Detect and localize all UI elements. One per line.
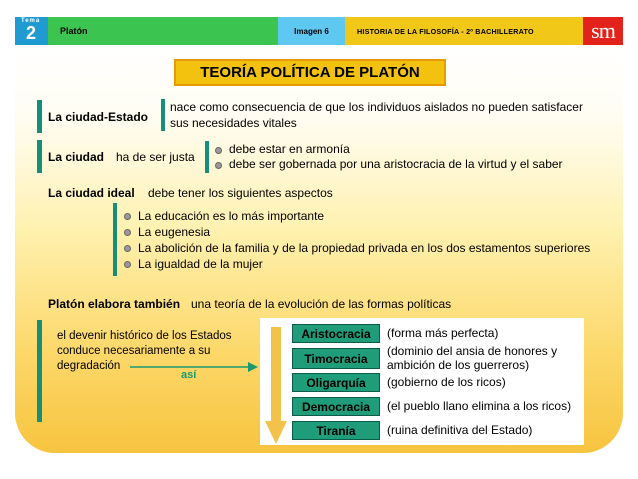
ciudad-ideal-connector: debe tener los siguientes aspectos — [148, 186, 333, 200]
ciudad-estado-label: La ciudad-Estado — [48, 110, 149, 124]
ciudad-ideal-point-1: La educación es lo más importante — [138, 209, 325, 223]
accent-bar — [37, 140, 42, 173]
tema-badge — [15, 17, 48, 45]
page-title: TEORÍA POLÍTICA DE PLATÓN — [174, 59, 446, 86]
stage-desc: (gobierno de los ricos) — [387, 375, 506, 389]
sm-logo: sm — [583, 17, 623, 45]
down-arrow-icon — [265, 327, 287, 445]
devenir-line-3: degradación — [57, 360, 121, 372]
bullet-icon — [124, 229, 131, 236]
stage-tirania: Tiranía — [292, 421, 380, 440]
accent-bar — [37, 100, 42, 133]
ciudad-ideal-point-2: La eugenesia — [138, 225, 211, 239]
bullet-icon — [215, 147, 222, 154]
header-imagen: Imagen 6 — [278, 17, 345, 45]
bullet-icon — [124, 261, 131, 268]
stage-desc: (el pueblo llano elimina a los ricos) — [387, 399, 572, 413]
stage-timocracia: Timocracia — [292, 348, 380, 369]
bullet-icon — [124, 245, 131, 252]
tema-label: Tema — [21, 18, 41, 24]
bullet-icon — [124, 213, 131, 220]
accent-bar — [205, 141, 209, 173]
tema-number: 2 — [26, 23, 37, 43]
evolucion-connector: una teoría de la evolución de las formas políticas — [191, 297, 452, 311]
ciudad-ideal-label: La ciudad ideal — [48, 186, 135, 200]
ciudad-point-1: debe estar en armonía — [229, 142, 350, 156]
ciudad-point-2: debe ser gobernada por una aristocracia de la virtud y el saber — [229, 157, 563, 171]
stage-desc: ambición de los guerreros) — [387, 358, 530, 372]
header-course: HISTORIA DE LA FILOSOFÍA - 2º BACHILLERATO — [345, 17, 583, 45]
stage-desc: (ruina definitiva del Estado) — [387, 423, 533, 437]
ciudad-label: La ciudad — [48, 150, 105, 164]
stage-oligarquia: Oligarquía — [292, 373, 380, 392]
ciudad-ideal-point-3: La abolición de la familia y de la propiedad privada en los dos estamentos superiores — [138, 241, 591, 255]
ciudad-estado-text-2: sus necesidades vitales — [170, 116, 297, 130]
ciudad-connector: ha de ser justa — [116, 150, 195, 164]
stage-democracia: Democracia — [292, 397, 380, 416]
bullet-icon — [215, 162, 222, 169]
stage-desc: (forma más perfecta) — [387, 326, 499, 340]
stage-aristocracia: Aristocracia — [292, 324, 380, 343]
header-bar — [15, 17, 623, 45]
accent-bar — [113, 203, 117, 276]
right-arrow-icon — [130, 360, 260, 374]
stage-desc: (dominio del ansia de honores y — [387, 344, 558, 358]
evolucion-label: Platón elabora también — [48, 297, 181, 311]
ciudad-estado-text-1: nace como consecuencia de que los individuos aislados no pueden satisfacer — [170, 100, 583, 114]
devenir-line-2: conduce necesariamente a su — [57, 345, 211, 357]
devenir-line-1: el devenir histórico de los Estados — [57, 330, 232, 342]
ciudad-ideal-point-4: La igualdad de la mujer — [138, 257, 263, 271]
asi-label: así — [181, 369, 197, 381]
accent-bar — [161, 99, 165, 131]
header-title: Platón — [48, 17, 278, 45]
accent-bar — [37, 320, 42, 422]
